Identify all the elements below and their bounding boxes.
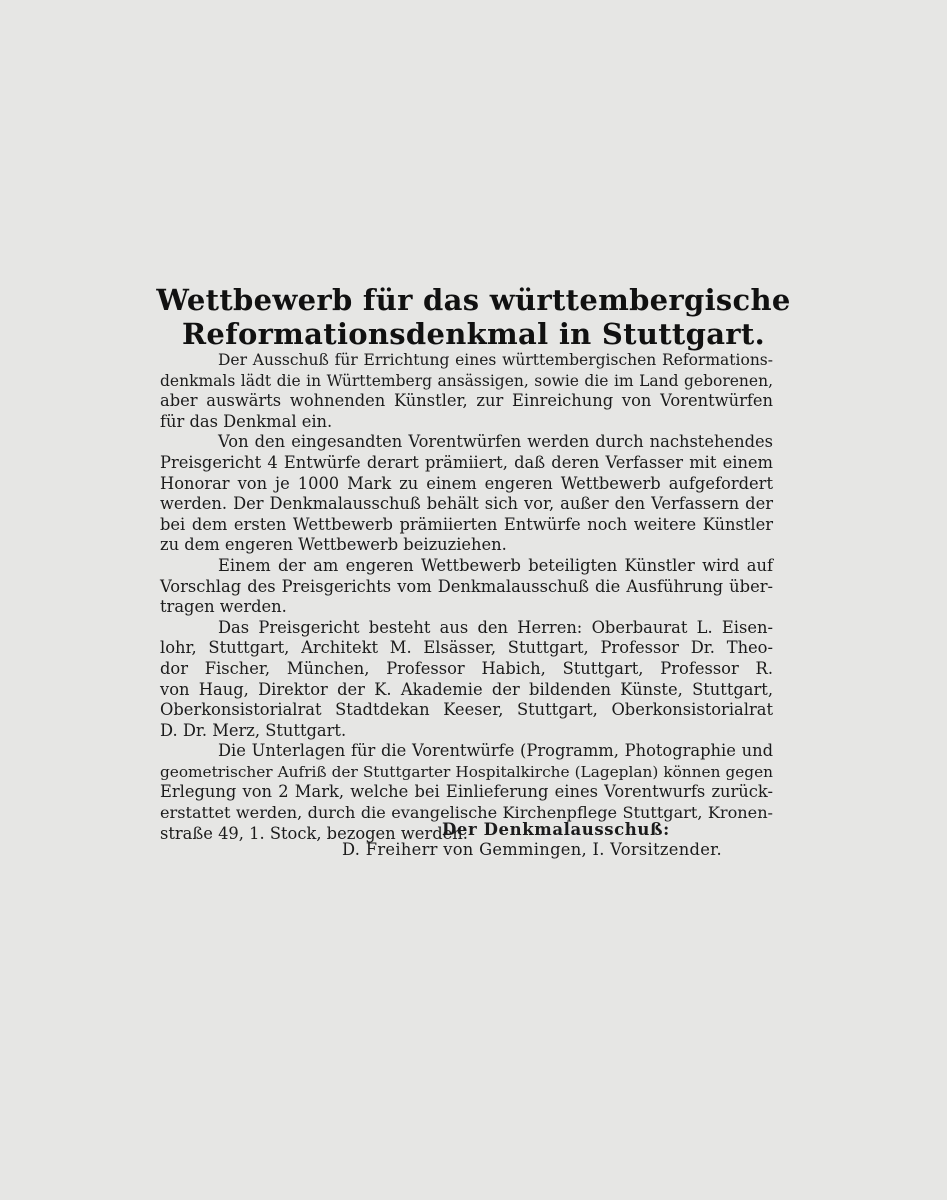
- text-line: Oberkonsistorialrat Stadtdekan Keeser, Stuttgart, Oberkonsistorialrat: [160, 700, 773, 720]
- text-line: bei dem ersten Wettbewerb prämiierten Entwürfe noch weitere Künstler: [160, 514, 773, 534]
- title-line-2: Reformationsdenkmal in Stuttgart.: [182, 317, 765, 351]
- text-line: tragen werden.: [160, 597, 287, 617]
- text-line: Erlegung von 2 Mark, welche bei Einlieferung eines Vorentwurfs zurück-: [160, 782, 773, 802]
- text-line: Die Unterlagen für die Vorentwürfe (Programm, Photographie und: [218, 741, 773, 761]
- text-line: Preisgericht 4 Entwürfe derart prämiiert, daß deren Verfasser mit einem: [160, 452, 773, 472]
- text-line: lohr, Stuttgart, Architekt M. Elsässer, Stuttgart, Professor Dr. Theo-: [160, 638, 773, 658]
- text-line: straße 49, 1. Stock, bezogen werden.: [160, 823, 468, 843]
- text-line: dor Fischer, München, Professor Habich, Stuttgart, Professor R.: [160, 658, 773, 678]
- document-title: [150, 283, 797, 351]
- text-line: Das Preisgericht besteht aus den Herren: Oberbaurat L. Eisen-: [218, 617, 773, 637]
- text-line: Von den eingesandten Vorentwürfen werden durch nachstehendes: [218, 432, 773, 452]
- text-line: Der Ausschuß für Errichtung eines württembergischen Reformations-: [218, 351, 773, 369]
- title-line-1: Wettbewerb für das württembergische: [156, 283, 791, 317]
- text-line: Honorar von je 1000 Mark zu einem engeren Wettbewerb aufgefordert: [160, 473, 773, 493]
- document-body: [160, 350, 773, 844]
- text-line: Vorschlag des Preisgerichts vom Denkmalausschuß die Ausführung über-: [160, 576, 773, 596]
- text-line: denkmals lädt die in Württemberg ansässigen, sowie die im Land geborenen,: [160, 371, 773, 390]
- text-line: aber auswärts wohnenden Künstler, zur Einreichung von Vorentwürfen: [160, 391, 773, 411]
- text-line: Einem der am engeren Wettbewerb beteiligten Künstler wird auf: [218, 555, 773, 575]
- signature-name: D. Freiherr von Gemmingen, I. Vorsitzender.: [342, 840, 722, 859]
- signature-heading: Der Denkmalausschuß:: [442, 820, 670, 839]
- text-line: zu dem engeren Wettbewerb beizuziehen.: [160, 535, 507, 555]
- text-line: erstattet werden, durch die evangelische Kirchenpflege Stuttgart, Kronen-: [160, 803, 773, 823]
- text-line: D. Dr. Merz, Stuttgart.: [160, 720, 347, 740]
- text-line: werden. Der Denkmalausschuß behält sich vor, außer den Verfassern der: [160, 494, 773, 514]
- text-line: von Haug, Direktor der K. Akademie der bildenden Künste, Stuttgart,: [160, 679, 773, 699]
- text-line: geometrischer Aufriß der Stuttgarter Hospitalkirche (Lageplan) können gegen: [160, 762, 773, 781]
- text-line: für das Denkmal ein.: [160, 411, 333, 431]
